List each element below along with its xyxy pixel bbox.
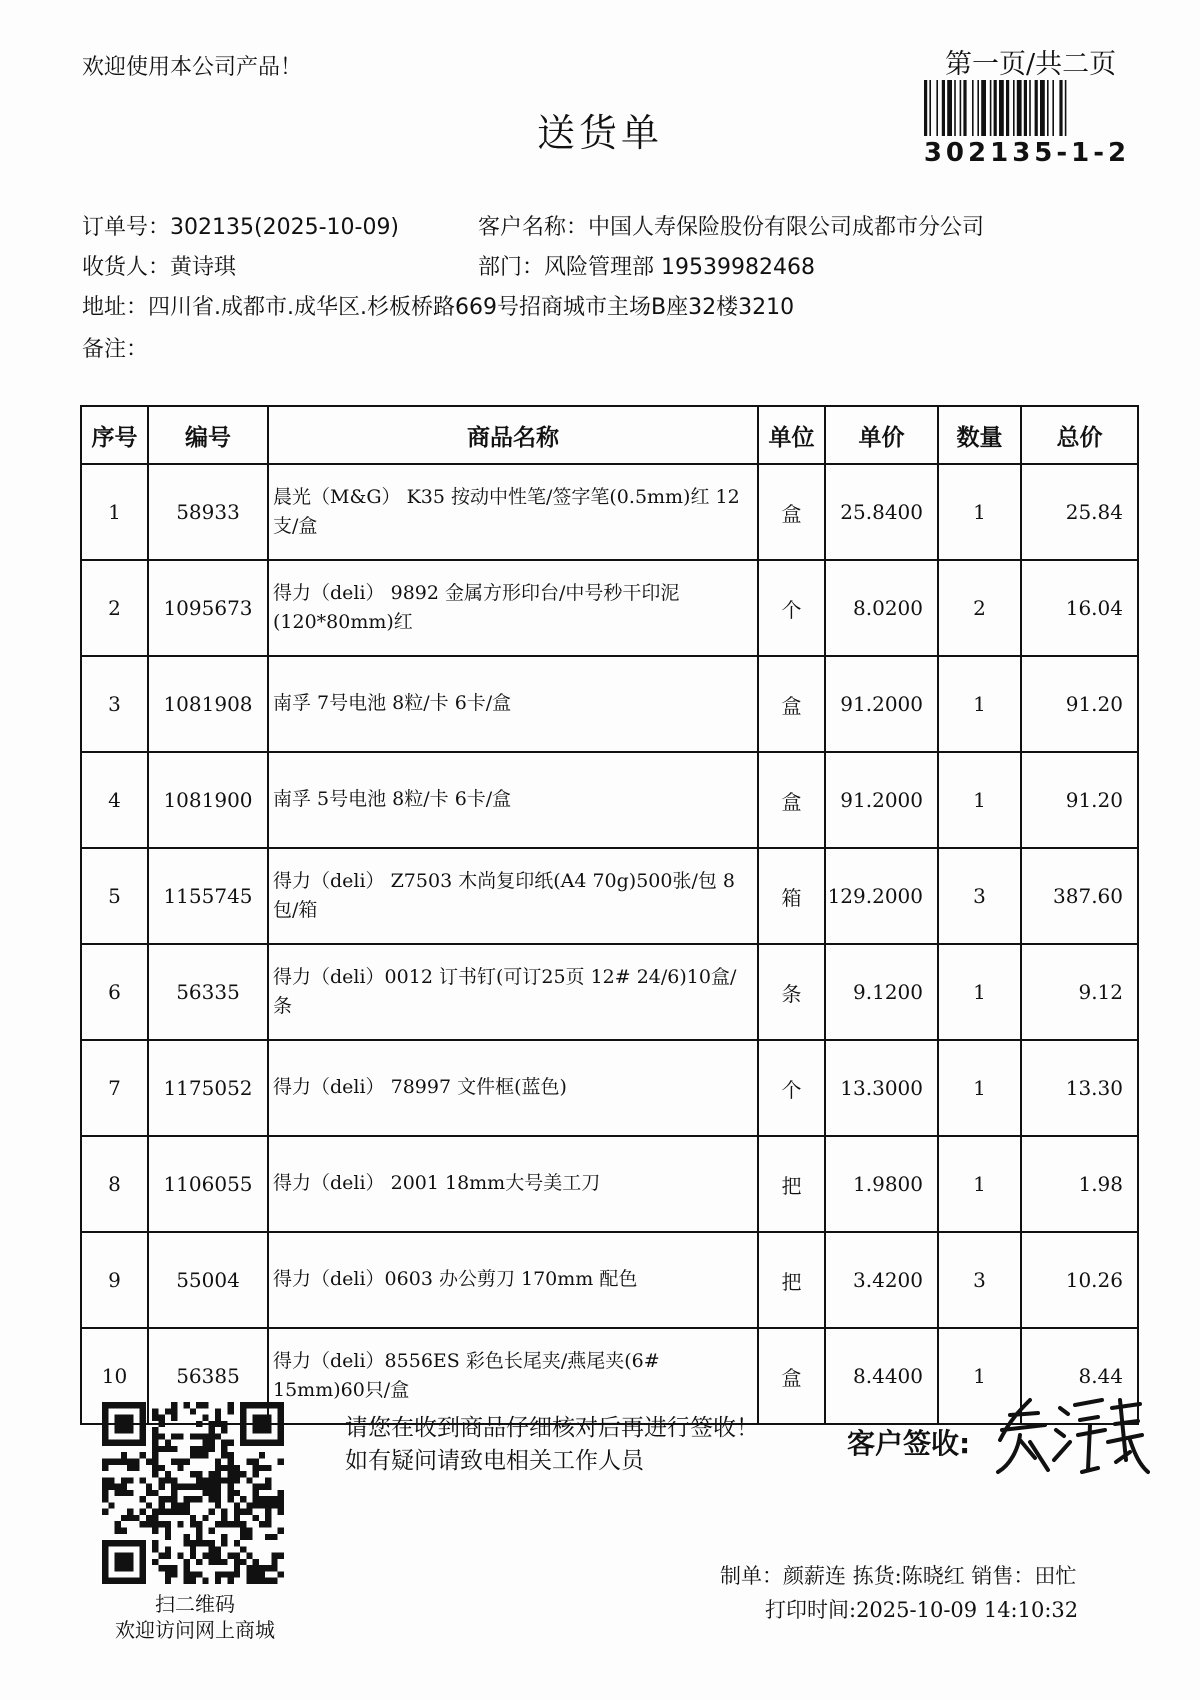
order-number-label: 订单号： (82, 215, 171, 240)
cell-unit-price: 91.2000 (825, 656, 938, 752)
cell-quantity: 1 (938, 1040, 1021, 1136)
cell-unit: 盒 (758, 464, 825, 560)
cell-unit-price: 129.2000 (825, 848, 938, 944)
cell-product-name: 得力（deli） 2001 18mm大号美工刀 (268, 1136, 758, 1232)
cell-code: 1095673 (148, 560, 268, 656)
address-field (82, 290, 794, 321)
cell-code: 1081908 (148, 656, 268, 752)
document-title: 送货单 (536, 111, 663, 155)
cell-code: 1106055 (148, 1136, 268, 1232)
cell-index: 2 (81, 560, 148, 656)
cell-quantity: 1 (938, 656, 1021, 752)
cell-code: 58933 (148, 464, 268, 560)
cell-quantity: 3 (938, 1232, 1021, 1328)
cell-total: 91.20 (1021, 656, 1138, 752)
cell-product-name: 南孚 7号电池 8粒/卡 6卡/盒 (268, 656, 758, 752)
cell-unit-price: 91.2000 (825, 752, 938, 848)
cell-quantity: 1 (938, 1328, 1021, 1424)
cell-quantity: 1 (938, 752, 1021, 848)
cell-index: 8 (81, 1136, 148, 1232)
cell-index: 6 (81, 944, 148, 1040)
cell-index: 10 (81, 1328, 148, 1424)
address-value: 四川省.成都市.成华区.杉板桥路669号招商城市主场B座32楼3210 (148, 295, 795, 320)
address-label: 地址： (82, 295, 149, 320)
cell-unit-price: 25.8400 (825, 464, 938, 560)
cell-product-name: 得力（deli）0012 订书钉(可订25页 12# 24/6)10盒/条 (268, 944, 758, 1040)
table-row (81, 1232, 1138, 1328)
cell-unit: 个 (758, 1040, 825, 1136)
cell-unit-price: 1.9800 (825, 1136, 938, 1232)
cell-unit: 个 (758, 560, 825, 656)
order-number-field (82, 210, 399, 241)
cell-code: 56385 (148, 1328, 268, 1424)
receiver-field (82, 250, 236, 281)
customer-sign-label: 客户签收: (847, 1427, 971, 1460)
cell-product-name: 晨光（M&G） K35 按动中性笔/签字笔(0.5mm)红 12支/盒 (268, 464, 758, 560)
barcode-image (922, 80, 1132, 136)
table-row (81, 848, 1138, 944)
table-row (81, 464, 1138, 560)
cell-product-name: 得力（deli） 9892 金属方形印台/中号秒干印泥 (120*80mm)红 (268, 560, 758, 656)
header-unit: 单位 (758, 406, 825, 464)
cell-quantity: 1 (938, 464, 1021, 560)
cell-unit: 盒 (758, 752, 825, 848)
greeting-text: 欢迎使用本公司产品！ (82, 55, 303, 80)
cell-unit: 盒 (758, 1328, 825, 1424)
cell-unit-price: 8.4400 (825, 1328, 938, 1424)
cell-code: 1081900 (148, 752, 268, 848)
cell-total: 91.20 (1021, 752, 1138, 848)
cell-index: 9 (81, 1232, 148, 1328)
cell-product-name: 得力（deli） 78997 文件框(蓝色) (268, 1040, 758, 1136)
cell-total: 9.12 (1021, 944, 1138, 1040)
cell-product-name: 得力（deli）8556ES 彩色长尾夹/燕尾夹(6# 15mm)60只/盒 (268, 1328, 758, 1424)
cell-unit-price: 8.0200 (825, 560, 938, 656)
staff-line: 制单：颜薪连 拣货:陈晓红 销售：田忙 (720, 1564, 1077, 1588)
department-value: 风险管理部 19539982468 (544, 255, 815, 280)
cell-unit: 条 (758, 944, 825, 1040)
remark-field (82, 332, 148, 363)
cell-index: 7 (81, 1040, 148, 1136)
header-quantity: 数量 (938, 406, 1021, 464)
cell-quantity: 1 (938, 1136, 1021, 1232)
customer-name-field (478, 210, 984, 241)
qr-caption-scan: 扫二维码 (155, 1592, 235, 1616)
receiver-value: 黄诗琪 (170, 255, 237, 280)
cell-product-name: 得力（deli）0603 办公剪刀 170mm 配色 (268, 1232, 758, 1328)
cell-code: 55004 (148, 1232, 268, 1328)
header-index: 序号 (81, 406, 148, 464)
header-code: 编号 (148, 406, 268, 464)
cell-index: 3 (81, 656, 148, 752)
customer-name-label: 客户名称： (478, 215, 589, 240)
receipt-notice: 请您在收到商品仔细核对后再进行签收！如有疑问请致电相关工作人员 (345, 1415, 759, 1475)
cell-unit: 把 (758, 1232, 825, 1328)
cell-unit: 盒 (758, 656, 825, 752)
cell-unit: 箱 (758, 848, 825, 944)
order-number-value: 302135(2025-10-09) (170, 215, 400, 240)
cell-index: 1 (81, 464, 148, 560)
cell-index: 5 (81, 848, 148, 944)
page-info: 第一页/共二页 (945, 49, 1117, 80)
cell-total: 16.04 (1021, 560, 1138, 656)
header-product-name: 商品名称 (268, 406, 758, 464)
barcode-number: 302135-1-2 (923, 138, 1131, 168)
table-row (81, 752, 1138, 848)
table-header-row (81, 406, 1138, 464)
cell-total: 1.98 (1021, 1136, 1138, 1232)
remark-label: 备注： (82, 337, 149, 362)
cell-code: 1155745 (148, 848, 268, 944)
department-label: 部门： (478, 255, 545, 280)
cell-quantity: 1 (938, 944, 1021, 1040)
department-field (478, 250, 815, 281)
cell-index: 4 (81, 752, 148, 848)
qr-caption-shop: 欢迎访问网上商城 (115, 1618, 275, 1642)
print-time: 打印时间:2025-10-09 14:10:32 (765, 1598, 1079, 1622)
items-table (80, 405, 1139, 1425)
cell-product-name: 南孚 5号电池 8粒/卡 6卡/盒 (268, 752, 758, 848)
cell-code: 56335 (148, 944, 268, 1040)
cell-total: 387.60 (1021, 848, 1138, 944)
cell-total: 13.30 (1021, 1040, 1138, 1136)
cell-code: 1175052 (148, 1040, 268, 1136)
table-row (81, 944, 1138, 1040)
cell-total: 10.26 (1021, 1232, 1138, 1328)
customer-name-value: 中国人寿保险股份有限公司成都市分公司 (588, 215, 985, 240)
cell-total: 8.44 (1021, 1328, 1138, 1424)
cell-unit-price: 13.3000 (825, 1040, 938, 1136)
table-row (81, 1040, 1138, 1136)
table-row (81, 560, 1138, 656)
cell-unit-price: 9.1200 (825, 944, 938, 1040)
cell-total: 25.84 (1021, 464, 1138, 560)
table-row (81, 1136, 1138, 1232)
cell-unit-price: 3.4200 (825, 1232, 938, 1328)
cell-quantity: 3 (938, 848, 1021, 944)
header-unit-price: 单价 (825, 406, 938, 464)
cell-unit: 把 (758, 1136, 825, 1232)
qr-code-image[interactable] (102, 1402, 284, 1584)
cell-quantity: 2 (938, 560, 1021, 656)
cell-product-name: 得力（deli） Z7503 木尚复印纸(A4 70g)500张/包 8包/箱 (268, 848, 758, 944)
receiver-label: 收货人： (82, 255, 171, 280)
header-total: 总价 (1021, 406, 1138, 464)
customer-signature (990, 1380, 1150, 1480)
table-row (81, 656, 1138, 752)
